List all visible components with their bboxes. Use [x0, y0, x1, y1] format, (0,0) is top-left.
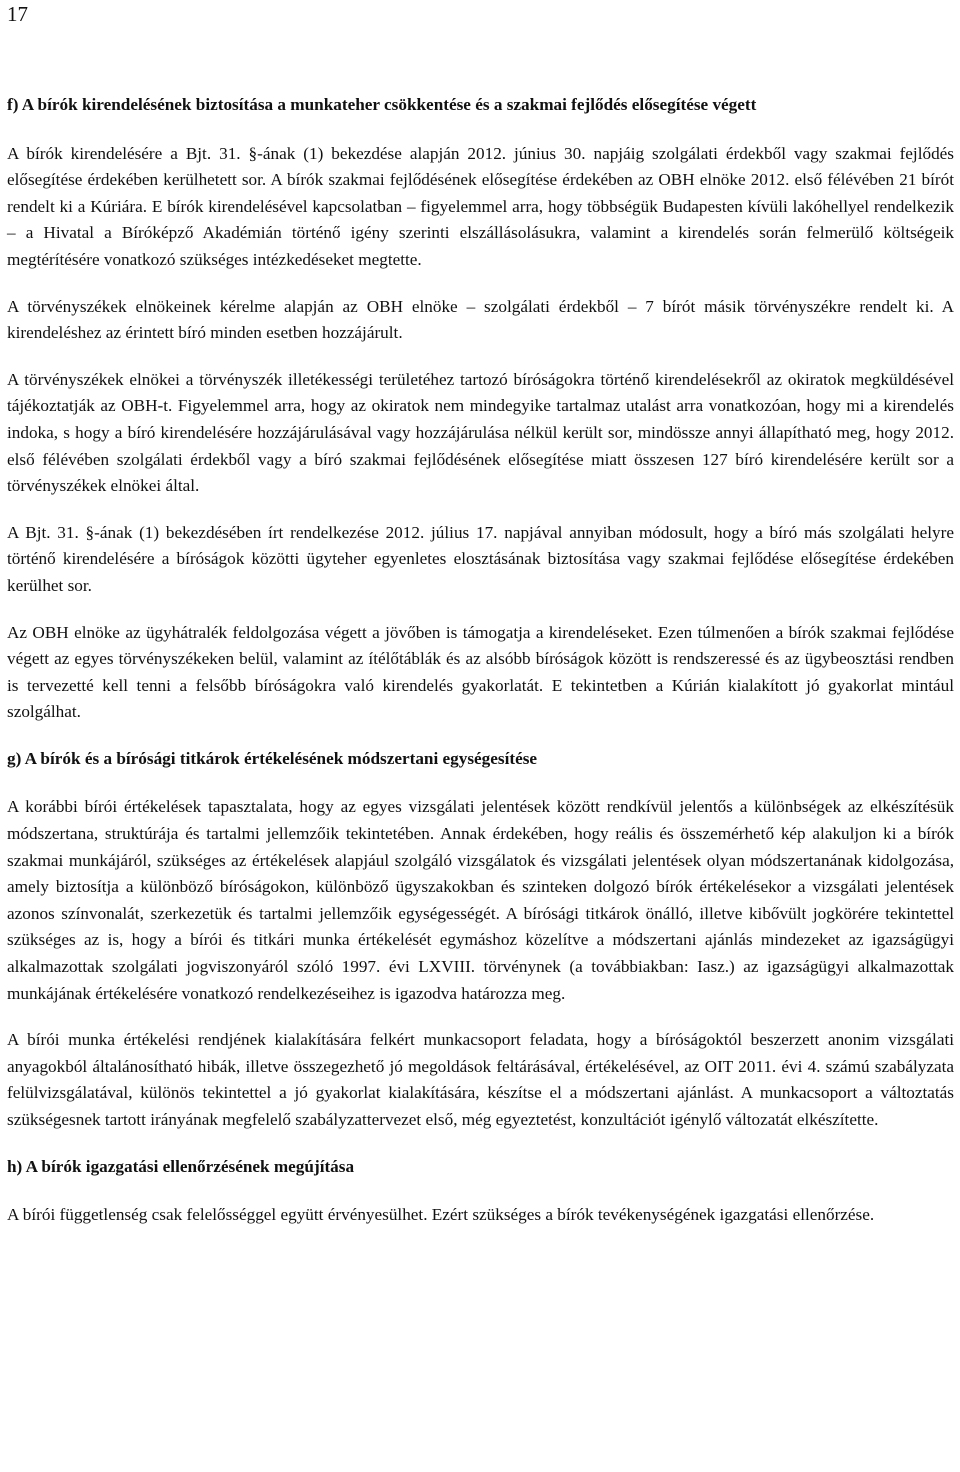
section-f-paragraph-4: A Bjt. 31. §-ának (1) bekezdésében írt rendelkezése 2012. július 17. napjával annyiban módosult, hogy a bíró más szolgálati helyre történő kirendelésére a bíróságok közötti ügyteher egyenletes elosztásának biztosítása vagy szakmai fejlődése elősegítése érdekében kerülhet sor. — [7, 522, 954, 595]
section-g-paragraph-2: A bírói munka értékelési rendjének kialakítására felkért munkacsoport feladata, hogy a bíróságoktól beszerzett anonim vizsgálati anyagokból általánosítható hibák, illetve összegezhető jó megoldások feltárásával, értékelésével, az OIT 2011. évi 4. számú szabályzata felülvizsgálatával, különös tekintettel a jó gyakorlat kialakítására, készítse el a módszertani ajánlást. A munkacsoport a változtatás szükségesnek tartott irányának megfelelő szabályzattervezet első, még egyeztetést, konzultációt igénylő változatát elkészítette. — [7, 1030, 954, 1129]
section-g-paragraph-1: A korábbi bírói értékelések tapasztalata, hogy az egyes vizsgálati jelentések között rendkívül jelentős a különbségek az elkészítésük módszertana, struktúrája és tartalmi jellemzőik tekintetében. Annak érdekében, hogy reális és összemérhető kép alakuljon ki a bírók szakmai munkájáról, szükséges az értékelések alapjául szolgáló vizsgálatok és vizsgálati jelentések olyan módszertanának kidolgozása, amely biztosítja a különböző bíróságokon, különböző ügyszakokban és szinteken dolgozó bírók értékelésekor a vizsgálati jelentések azonos színvonalát, szerkezetük és tartalmi jellemzőik egységességét. A bírósági titkárok önálló, illetve kibővült jogkörére tekintettel szükséges az is, hogy a bírói és titkári munka értékelését egymáshoz közelítve a módszertani ajánlás mindezeket az igazságügyi alkalmazottak szolgálati jogviszonyáról szóló 1997. évi LXVIII. törvénynek (a továbbiakban: Iasz.) az igazságügyi alkalmazottak munkájának értékelésére vonatkozó rendelkezéseihez is igazodva határozza meg. — [7, 797, 954, 1003]
page-number: 17 — [7, 2, 28, 26]
section-f-heading: f) A bírók kirendelésének biztosítása a munkateher csökkentése és a szakmai fejlődés elősegítése végett — [7, 95, 757, 114]
section-f-paragraph-3: A törvényszékek elnökei a törvényszék illetékességi területéhez tartozó bíróságokra történő kirendelésekről az okiratok megküldésével tájékoztatják az OBH-t. Figyelemmel arra, hogy az okiratok nem mindegyike tartalmaz utalást arra vonatkozóan, hogy mi a kirendelés indoka, s hogy a bíró kirendelésére hozzájárulásával vagy hozzájárulása nélkül került sor, mindössze annyi állapítható meg, hogy 2012. első félévében szolgálati érdekből vagy a bíró szakmai fejlődésének elősegítése miatt összesen 127 bíró kirendelésére került sor a törvényszékek elnökei által. — [7, 369, 954, 496]
document-body — [7, 92, 954, 1229]
section-f-paragraph-2: A törvényszékek elnökeinek kérelme alapján az OBH elnöke – szolgálati érdekből – 7 bírót másik törvényszékre rendelt ki. A kirendeléshez az érintett bíró minden esetben hozzájárult. — [7, 296, 954, 343]
section-f-paragraph-5: Az OBH elnöke az ügyhátralék feldolgozása végett a jövőben is támogatja a kirendeléseket. Ezen túlmenően a bírók szakmai fejlődése végett az egyes törvényszékeken belül, valamint az ítélőtáblák és az alsóbb bíróságok között is rendszeressé és az ügybeosztási rendben is tervezetté kell tenni a felsőbb bíróságokra való kirendelés gyakorlatát. E tekintetben a Kúrián kialakított jó gyakorlat mintául szolgálhat. — [7, 622, 954, 722]
section-h-paragraph-1: A bírói függetlenség csak felelősséggel együtt érvényesülhet. Ezért szükséges a bírók tevékenységének igazgatási ellenőrzése. — [7, 1205, 875, 1225]
section-f-paragraph-1: A bírók kirendelésére a Bjt. 31. §-ának (1) bekezdése alapján 2012. június 30. napjáig szolgálati érdekből vagy szakmai fejlődés elősegítése érdekében kerülhetett sor. A bírók szakmai fejlődésének elősegítése érdekében az OBH elnöke 2012. első félévében 21 bírót rendelt ki a Kúriára. E bírók kirendelésével kapcsolatban – figyelemmel arra, hogy többségük Budapesten kívüli lakóhellyel rendelkezik – a Hivatal a Bíróképző Akadémián történő igény szerinti elszállásolásukra, valamint a kirendelés során felmerülő költségeik megtérítésére vonatkozó szükséges intézkedéseket megtette. — [7, 143, 954, 269]
section-h-heading: h) A bírók igazgatási ellenőrzésének megújítása — [7, 1156, 355, 1176]
section-g-heading: g) A bírók és a bírósági titkárok értékelésének módszertani egységesítése — [7, 748, 538, 768]
